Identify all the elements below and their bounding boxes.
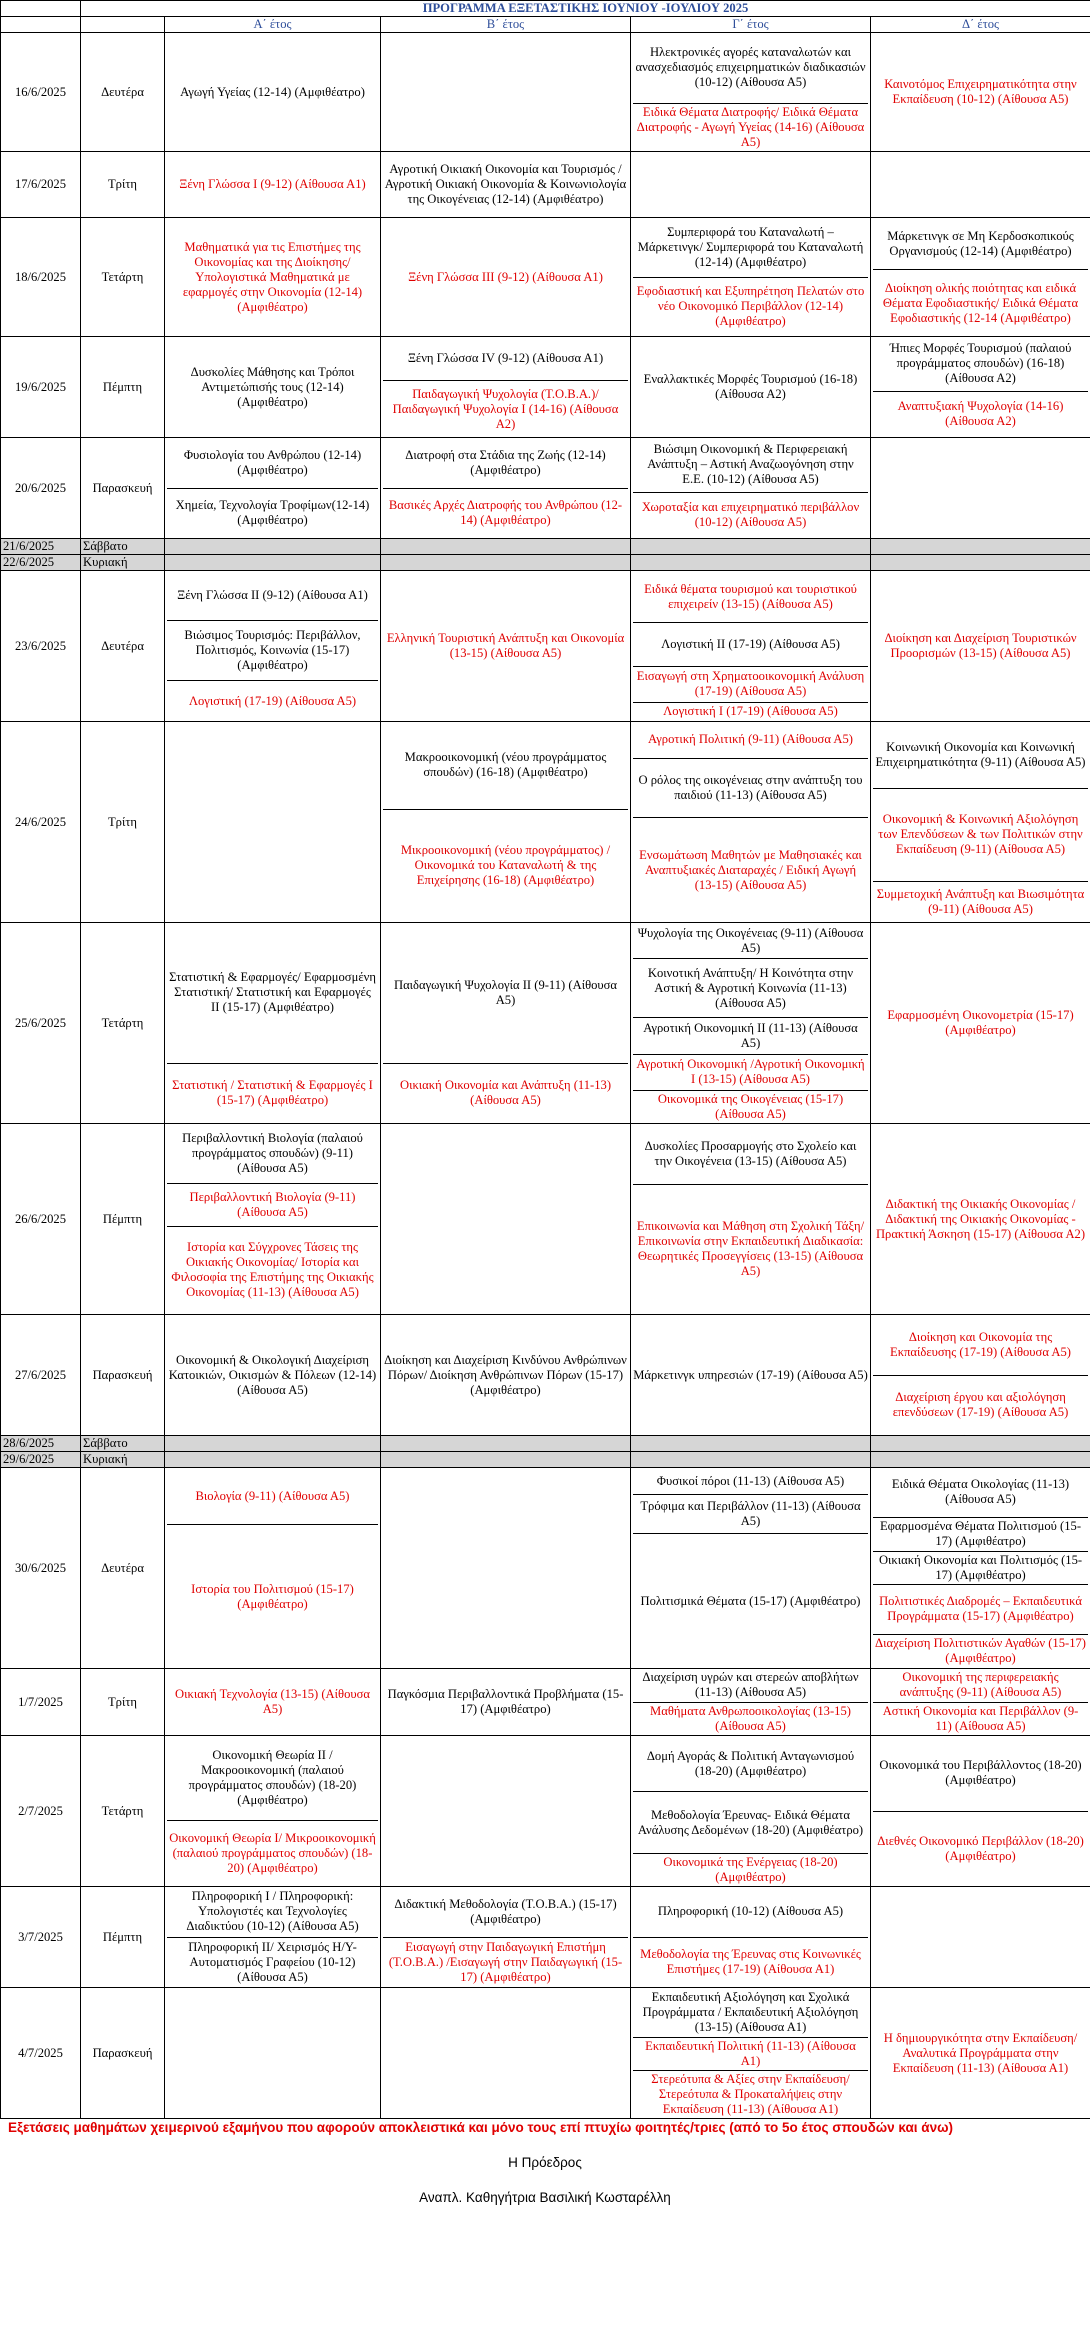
exam-course-entry: Μάρκετινγκ υπηρεσιών (17-19) (Αίθουσα Α5) [633,1367,868,1382]
year-b-cell [381,1988,631,2119]
year-c-cell [631,555,871,571]
signatory-name: Αναπλ. Καθηγήτρια Βασιλική Κωσταρέλλη [419,2190,671,2205]
exam-course-entry: Διαχείριση υγρών και στερεών αποβλήτων (11-13) (Αίθουσα Α5) [642,1670,859,1700]
exam-course-entry: Οικονομική Θεωρία Ι/ Μικροοικονομική (παλαιού προγράμματος σπουδών) (18-20) (Αμφιθέατρο) [167,1820,378,1886]
exam-course-entry: Δομή Αγοράς & Πολιτική Ανταγωνισμού (18-20) (Αμφιθέατρο) [646,1748,855,1778]
year-b-cell [381,152,631,218]
schedule-title: ΠΡΟΓΡΑΜΜΑ ΕΞΕΤΑΣΤΙΚΗΣ ΙΟΥΝΙΟΥ -ΙΟΥΛΙΟΥ 2025 [81,1,1090,17]
year-d-cell [871,1124,1090,1315]
year-b-cell [381,337,631,438]
exam-course-entry: Εφαρμοσμένη Οικονομετρία (15-17) (Αμφιθέατρο) [887,1008,1074,1037]
exam-course-entry: Βασικές Αρχές Διατροφής του Ανθρώπου (12-14) (Αμφιθέατρο) [383,488,628,539]
year-d-cell [871,1315,1090,1436]
exam-course-entry: Ξένη Γλώσσα ΙΙ (9-12) (Αίθουσα Α1) [177,588,368,603]
year-c-cell [631,1887,871,1988]
exam-course-entry: Κοινωνική Οικονομία και Κοινωνική Επιχειρηματικότητα (9-11) (Αίθουσα Α5) [875,740,1086,769]
year-a-cell [165,1452,381,1468]
day-row [1,1669,1090,1736]
exam-course-entry: Ελληνική Τουριστική Ανάπτυξη και Οικονομία (13-15) (Αίθουσα Α5) [386,631,625,660]
year-a-cell [165,1669,381,1736]
exam-course-entry: Ο ρόλος της οικογένειας στην ανάπτυξη του παιδιού (11-13) (Αίθουσα Α5) [633,758,868,817]
year-d-cell [871,923,1090,1124]
weekday: Σάββατο [81,539,165,555]
day-row [1,218,1090,337]
exam-course-entry: Λογιστική (17-19) (Αίθουσα Α5) [167,680,378,721]
title-row [1,1,1090,17]
day-row [1,1315,1090,1436]
exam-course-entry: Μεθοδολογία Έρευνας- Ειδικά Θέματα Ανάλυσης Δεδομένων (18-20) (Αμφιθέατρο) [633,1791,868,1853]
exam-course-entry: Αγροτική Οικιακή Οικονομία και Τουρισμός / Αγροτική Οικιακή Οικονομία & Κοινωνιολογία της Οικογένειας (12-14) (Αμφιθέατρο) [384,162,627,206]
year-c-cell [631,1436,871,1452]
weekday: Τετάρτη [81,923,165,1124]
exam-course-entry: Πολιτισμικά Θέματα (15-17) (Αμφιθέατρο) [633,1533,868,1668]
day-row [1,33,1090,152]
year-c-cell [631,539,871,555]
exam-course-entry: Ξένη Γλώσσα ΙV (9-12) (Αίθουσα Α1) [407,351,604,366]
exam-course-entry: Μαθηματικά για τις Επιστήμες της Οικονομίας και της Διοίκησης/ Υπολογιστικά Μαθηματικά με εφαρμογές στην Οικονομία (12-14) (Αμφιθέατρο) [182,239,363,314]
weekday: Τρίτη [81,152,165,218]
exam-course-entry: Ειδικά Θέματα Διατροφής/ Ειδικά Θέματα Διατροφής - Αγωγή Υγείας (14-16) (Αίθουσα Α5) [633,103,868,151]
day-row [1,1468,1090,1669]
year-b-cell [381,1124,631,1315]
exam-course-entry: Μάρκετινγκ σε Μη Κερδοσκοπικούς Οργανισμούς (12-14) (Αμφιθέατρο) [887,228,1074,258]
year-b-cell [381,1436,631,1452]
year-c-cell [631,1988,871,2119]
year-a-cell [165,1315,381,1436]
year-a-cell [165,1124,381,1315]
exam-course-entry: Χωροταξία και επιχειρηματικό περιβάλλον (10-12) (Αίθουσα Α5) [633,492,868,538]
year-c-cell [631,337,871,438]
exam-course-entry: Δυσκολίες Προσαρμογής στο Σχολείο και την Οικογένεια (13-15) (Αίθουσα Α5) [644,1138,857,1168]
exam-date: 24/6/2025 [1,722,81,923]
year-d-cell [871,1669,1090,1736]
exam-course-entry: Εισαγωγή στη Χρηματοοικονομική Ανάλυση (17-19) (Αίθουσα Α5) [633,666,868,702]
year-d-cell [871,1988,1090,2119]
year-d-cell [871,539,1090,555]
day-row [1,152,1090,218]
weekday: Τετάρτη [81,218,165,337]
exam-course-entry: Εισαγωγή στην Παιδαγωγική Επιστήμη (Τ.Ο.Β.Α.) /Εισαγωγή στην Παιδαγωγική (15-17) (Αμφιθέατρο) [383,1937,628,1988]
exam-course-entry: Μακροοικονομική (νέου προγράμματος σπουδών) (16-18) (Αμφιθέατρο) [404,750,607,780]
year-a-cell [165,1436,381,1452]
exam-course-entry: Αγωγή Υγείας (12-14) (Αμφιθέατρο) [180,84,365,99]
exam-date: 21/6/2025 [1,539,81,555]
exam-course-entry: Λογιστική Ι (17-19) (Αίθουσα Α5) [633,702,868,721]
year-a-cell [165,438,381,539]
exam-course-entry: Ιστορία του Πολιτισμού (15-17) (Αμφιθέατρο) [167,1524,378,1668]
year-a-cell [165,555,381,571]
exam-course-entry: Παιδαγωγική Ψυχολογία (Τ.Ο.Β.Α.)/ Παιδαγωγική Ψυχολογία Ι (14-16) (Αίθουσα Α2) [383,380,628,437]
exam-course-entry: Επικοινωνία και Μάθηση στη Σχολική Τάξη/ Επικοινωνία στην Εκπαιδευτική Διαδικασία: Θεωρητικές Προσεγγίσεις (13-15) (Αίθουσα Α5) [633,1184,868,1314]
exam-course-entry: Εκπαιδευτική Αξιολόγηση και Σχολικά Προγράμματα / Εκπαιδευτική Αξιολόγηση (13-15) (Αίθουσα Α1) [642,1990,859,2034]
exam-course-entry: Διατροφή στα Στάδια της Ζωής (12-14) (Αμφιθέατρο) [405,447,606,477]
year-b-cell [381,923,631,1124]
weekday: Σάββατο [81,1436,165,1452]
exam-course-entry: Αγροτική Πολιτική (9-11) (Αίθουσα Α5) [648,732,853,747]
notice-text: Εξετάσεις μαθημάτων χειμερινού εξαμήνου που αφορούν αποκλειστικά και μόνο τους επί πτυχίω φοιτητές/τριες (από το 5ο έτος σπουδών και άνω) [8,2120,954,2135]
footer [0,2120,1090,2205]
col-header-year-b: Β΄ έτος [381,17,631,33]
year-b-cell [381,571,631,722]
exam-course-entry: Διεθνές Οικονομικό Περιβάλλον (18-20) (Αμφιθέατρο) [873,1811,1088,1887]
weekday: Πέμπτη [81,337,165,438]
exam-course-entry: Περιβαλλοντική Βιολογία (9-11) (Αίθουσα Α5) [167,1183,378,1226]
weekday: Δευτέρα [81,1468,165,1669]
year-c-cell [631,218,871,337]
exam-course-entry: Διοίκηση και Διαχείριση Κινδύνου Ανθρώπινων Πόρων/ Διοίκηση Ανθρώπινων Πόρων (15-17) (Αμφιθέατρο) [384,1352,627,1397]
exam-course-entry: Στατιστική / Στατιστική & Εφαρμογές Ι (15-17) (Αμφιθέατρο) [167,1063,378,1123]
year-c-cell [631,1468,871,1669]
exam-date: 2/7/2025 [1,1736,81,1887]
year-c-cell [631,1669,871,1736]
exam-date: 16/6/2025 [1,33,81,152]
exam-date: 23/6/2025 [1,571,81,722]
exam-course-entry: Οικιακή Οικονομία και Πολιτισμός (15-17) (Αμφιθέατρο) [873,1551,1088,1584]
exam-course-entry: Πληροφορική ΙΙ/ Χειρισμός Η/Υ- Αυτοματισμός Γραφείου (10-12) (Αίθουσα Α5) [167,1937,378,1988]
exam-course-entry: Ψυχολογία της Οικογένειας (9-11) (Αίθουσα Α5) [637,925,864,955]
year-b-cell [381,1315,631,1436]
exam-course-entry: Μεθοδολογία της Έρευνας στις Κοινωνικές Επιστήμες (17-19) (Αίθουσα Α1) [633,1937,868,1988]
exam-course-entry: Οικονομική & Κοινωνική Αξιολόγηση των Επενδύσεων & των Πολιτικών στην Εκπαίδευση (9-11) (Αίθουσα Α5) [873,788,1088,881]
exam-course-entry: Εναλλακτικές Μορφές Τουρισμού (16-18) (Αίθουσα Α2) [643,372,858,401]
exam-course-entry: Εφοδιαστική και Εξυπηρέτηση Πελατών στο νέο Οικονομικό Περιβάλλον (12-14) (Αμφιθέατρο) [633,277,868,337]
exam-course-entry: Ειδικά Θέματα Οικολογίας (11-13) (Αίθουσα Α5) [891,1477,1070,1507]
year-d-cell [871,555,1090,571]
weekday: Κυριακή [81,555,165,571]
exam-course-entry: Οικονομικά της Οικογένειας (15-17) (Αίθουσα Α5) [633,1090,868,1123]
year-a-cell [165,218,381,337]
exam-course-entry: Αστική Οικονομία και Περιβάλλον (9-11) (Αίθουσα Α5) [873,1702,1088,1736]
col-header-year-a: Α΄ έτος [165,17,381,33]
year-d-cell [871,438,1090,539]
exam-course-entry: Πολιτιστικές Διαδρομές – Εκπαιδευτικά Προγράμματα (15-17) (Αμφιθέατρο) [873,1584,1088,1634]
exam-course-entry: Αγροτική Οικονομική /Αγροτική Οικονομική Ι (13-15) (Αίθουσα Α5) [633,1054,868,1090]
year-b-cell [381,1452,631,1468]
year-a-cell [165,152,381,218]
exam-date: 29/6/2025 [1,1452,81,1468]
exam-course-entry: Στερεότυπα & Αξίες στην Εκπαίδευση/ Στερεότυπα & Προκαταλήψεις στην Εκπαίδευση (11-13) (Αίθουσα Α1) [633,2070,868,2118]
exam-date: 28/6/2025 [1,1436,81,1452]
year-c-cell [631,923,871,1124]
year-d-cell [871,571,1090,722]
exam-course-entry: Διδακτική της Οικιακής Οικονομίας / Διδακτική της Οικιακής Οικονομίας - Πρακτική Άσκηση (15-17) (Αίθουσα Α2) [875,1196,1086,1241]
exam-course-entry: Παιδαγωγική Ψυχολογία ΙΙ (9-11) (Αίθουσα Α5) [393,977,618,1007]
year-a-cell [165,1988,381,2119]
year-a-cell [165,923,381,1124]
day-row [1,438,1090,539]
exam-course-entry: Ήπιες Μορφές Τουρισμού (παλαιού προγράμματος σπουδών) (16-18) (Αίθουσα Α2) [889,341,1072,386]
exam-course-entry: Ξένη Γλώσσα ΙΙΙ (9-12) (Αίθουσα Α1) [408,269,603,284]
year-c-cell [631,33,871,152]
year-a-cell [165,722,381,923]
year-b-cell [381,33,631,152]
year-a-cell [165,1736,381,1887]
exam-course-entry: Διαχείριση έργου και αξιολόγηση επενδύσεων (17-19) (Αίθουσα Α5) [873,1375,1088,1436]
exam-course-entry: Οικονομική & Οικολογική Διαχείριση Κατοικιών, Οικισμών & Πόλεων (12-14) (Αίθουσα Α5) [168,1352,377,1397]
exam-course-entry: Λογιστική ΙΙ (17-19) (Αίθουσα Α5) [633,622,868,666]
weekend-row [1,1452,1090,1468]
exam-course-entry: Οικονομική της περιφερειακής ανάπτυξης (9-11) (Αίθουσα Α5) [899,1670,1062,1700]
exam-course-entry: Διαχείριση Πολιτιστικών Αγαθών (15-17) (Αμφιθέατρο) [873,1634,1088,1668]
exam-date: 1/7/2025 [1,1669,81,1736]
year-a-cell [165,1468,381,1669]
exam-date: 22/6/2025 [1,555,81,571]
exam-date: 27/6/2025 [1,1315,81,1436]
exam-course-entry: Αγροτική Οικονομική ΙΙ (11-13) (Αίθουσα Α5) [633,1017,868,1053]
exam-course-entry: Αναπτυξιακή Ψυχολογία (14-16) (Αίθουσα Α2) [873,391,1088,437]
exam-date: 4/7/2025 [1,1988,81,2119]
exam-course-entry: Διδακτική Μεθοδολογία (Τ.Ο.Β.Α.) (15-17) (Αμφιθέατρο) [394,1896,617,1926]
day-row [1,571,1090,722]
president-label: Η Πρόεδρος [508,2155,582,2170]
year-c-cell [631,1315,871,1436]
exam-course-entry: Ξένη Γλώσσα Ι (9-12) (Αίθουσα Α1) [179,177,366,191]
weekday: Παρασκευή [81,1988,165,2119]
exam-course-entry: Ιστορία και Σύγχρονες Τάσεις της Οικιακής Οικονομίας/ Ιστορία και Φιλοσοφία της Επιστήμης της Οικιακής Οικονομίας (11-13) (Αίθουσα Α5) [167,1226,378,1314]
weekday: Τετάρτη [81,1736,165,1887]
year-d-cell [871,722,1090,923]
exam-date: 26/6/2025 [1,1124,81,1315]
exam-course-entry: Βιολογία (9-11) (Αίθουσα Α5) [195,1488,350,1503]
exam-course-entry: Κοινοτική Ανάπτυξη/ Η Κοινότητα στην Αστική & Αγροτική Κοινωνία (11-13) (Αίθουσα Α5) [633,958,868,1017]
exam-course-entry: Οικονομικά της Ενέργειας (18-20) (Αμφιθέατρο) [633,1853,868,1886]
weekend-row [1,555,1090,571]
exam-course-entry: Ειδικά θέματα τουρισμού και τουριστικού επιχειρείν (13-15) (Αίθουσα Α5) [644,581,857,611]
exam-course-entry: Στατιστική & Εφαρμογές/ Εφαρμοσμένη Στατιστική/ Στατιστική και Εφαρμογές ΙΙ (15-17) (Αμφιθέατρο) [169,970,376,1015]
day-row [1,722,1090,923]
exam-course-entry: Μαθήματα Ανθρωποοικολογίας (13-15) (Αίθουσα Α5) [633,1702,868,1736]
exam-course-entry: Χημεία, Τεχνολογία Τροφίμων(12-14) (Αμφιθέατρο) [167,488,378,539]
exam-date: 20/6/2025 [1,438,81,539]
year-a-cell [165,571,381,722]
year-d-cell [871,337,1090,438]
day-row [1,1887,1090,1988]
year-b-cell [381,1468,631,1669]
year-c-cell [631,722,871,923]
exam-course-entry: Συμπεριφορά του Καταναλωτή – Μάρκετινγκ/ Συμπεριφορά του Καταναλωτή (12-14) (Αμφιθέατρο) [637,224,864,269]
weekday: Δευτέρα [81,33,165,152]
exam-date: 18/6/2025 [1,218,81,337]
exam-course-entry: Φυσιολογία του Ανθρώπου (12-14) (Αμφιθέατρο) [183,447,362,477]
weekday: Πέμπτη [81,1887,165,1988]
exam-course-entry: Οικιακή Οικονομία και Ανάπτυξη (11-13) (Αίθουσα Α5) [383,1063,628,1123]
year-c-cell [631,1124,871,1315]
year-a-cell [165,1887,381,1988]
day-row [1,337,1090,438]
exam-course-entry: Βιώσιμη Οικονομική & Περιφερειακή Ανάπτυξη – Αστική Αναζωογόνηση στην Ε.Ε. (10-12) (Αίθουσα Α5) [647,442,854,487]
column-header-row [1,17,1090,33]
year-c-cell [631,438,871,539]
exam-date: 19/6/2025 [1,337,81,438]
exam-course-entry: Περιβαλλοντική Βιολογία (παλαιού προγράμματος σπουδών) (9-11) (Αίθουσα Α5) [182,1130,363,1175]
exam-course-entry: Οικιακή Τεχνολογία (13-15) (Αίθουσα Α5) [174,1687,370,1716]
exam-course-entry: Καινοτόμος Επιχειρηματικότητα στην Εκπαίδευση (10-12) (Αίθουσα Α5) [884,77,1077,106]
weekend-row [1,1436,1090,1452]
year-b-cell [381,722,631,923]
weekday: Δευτέρα [81,571,165,722]
exam-course-entry: Τρόφιμα και Περιβάλλον (11-13) (Αίθουσα Α5) [633,1494,868,1533]
year-c-cell [631,1452,871,1468]
weekday: Κυριακή [81,1452,165,1468]
year-a-cell [165,33,381,152]
day-row [1,1736,1090,1887]
exam-course-entry: Διοίκηση και Οικονομία της Εκπαίδευσης (17-19) (Αίθουσα Α5) [890,1329,1071,1359]
exam-course-entry: Ενσωμάτωση Μαθητών με Μαθησιακές και Αναπτυξιακές Διαταραχές / Ειδική Αγωγή (13-15) (Αίθουσα Α5) [633,817,868,922]
day-row [1,1124,1090,1315]
exam-course-entry: Βιώσιμος Τουρισμός: Περιβάλλον, Πολιτισμός, Κοινωνία (15-17) (Αμφιθέατρο) [167,620,378,680]
year-b-cell [381,539,631,555]
exam-course-entry: Εκπαιδευτική Πολιτική (11-13) (Αίθουσα Α1) [633,2037,868,2070]
year-a-cell [165,337,381,438]
exam-course-entry: Οικονομικά του Περιβάλλοντος (18-20) (Αμφιθέατρο) [879,1758,1082,1788]
weekend-row [1,539,1090,555]
exam-course-entry: Η δημιουργικότητα στην Εκπαίδευση/ Αναλυτικά Προγράμματα στην Εκπαίδευση (11-13) (Αίθουσα Α1) [883,2030,1078,2075]
year-b-cell [381,438,631,539]
exam-date: 25/6/2025 [1,923,81,1124]
year-d-cell [871,1468,1090,1669]
year-b-cell [381,218,631,337]
weekday: Τρίτη [81,722,165,923]
weekday: Παρασκευή [81,438,165,539]
exam-course-entry: Διοίκηση ολικής ποιότητας και ειδικά Θέματα Εφοδιαστικής/ Ειδικά Θέματα Εφοδιαστικής (12-14 (Αμφιθέατρο) [873,269,1088,336]
exam-course-entry: Συμμετοχική Ανάπτυξη και Βιωσιμότητα (9-11) (Αίθουσα Α5) [873,881,1088,922]
year-b-cell [381,1887,631,1988]
exam-date: 3/7/2025 [1,1887,81,1988]
year-b-cell [381,555,631,571]
year-b-cell [381,1669,631,1736]
exam-course-entry: Πληροφορική (10-12) (Αίθουσα Α5) [657,1904,844,1919]
exam-course-entry: Δυσκολίες Μάθησης και Τρόποι Αντιμετώπισής τους (12-14) (Αμφιθέατρο) [190,364,355,409]
weekday: Τρίτη [81,1669,165,1736]
year-d-cell [871,1436,1090,1452]
exam-course-entry: Εφαρμοσμένα Θέματα Πολιτισμού (15-17) (Αμφιθέατρο) [873,1517,1088,1551]
exam-course-entry: Πληροφορική Ι / Πληροφορική: Υπολογιστές και Τεχνολογίες Διαδικτύου (10-12) (Αίθουσα Α5) [186,1889,359,1934]
exam-course-entry: Μικροοικονομική (νέου προγράμματος) / Οικονομικά του Καταναλωτή & της Επιχείρησης (16-18) (Αμφιθέατρο) [383,809,628,922]
day-row [1,923,1090,1124]
exam-course-entry: Οικονομική Θεωρία ΙΙ /Μακροοικονομική (παλαιού προγράμματος σπουδών) (18-20) (Αμφιθέατρο) [188,1747,357,1807]
weekday: Πέμπτη [81,1124,165,1315]
exam-course-entry: Διοίκηση και Διαχείριση Τουριστικών Προορισμών (13-15) (Αίθουσα Α5) [884,631,1077,660]
exam-course-entry: Φυσικοί πόροι (11-13) (Αίθουσα Α5) [656,1473,845,1488]
exam-course-entry: Ηλεκτρονικές αγορές καταναλωτών και ανασχεδιασμός επιχειρηματικών διαδικασιών (10-12) (Αίθουσα Α5) [635,45,866,90]
year-d-cell [871,33,1090,152]
year-d-cell [871,218,1090,337]
exam-date: 30/6/2025 [1,1468,81,1669]
exam-date: 17/6/2025 [1,152,81,218]
year-c-cell [631,1736,871,1887]
year-d-cell [871,152,1090,218]
year-d-cell [871,1452,1090,1468]
col-header-year-d: Δ΄ έτος [871,17,1090,33]
exam-course-entry: Παγκόσμια Περιβαλλοντικά Προβλήματα (15-17) (Αμφιθέατρο) [387,1687,624,1716]
day-row [1,1988,1090,2119]
col-header-year-c: Γ΄ έτος [631,17,871,33]
weekday: Παρασκευή [81,1315,165,1436]
year-d-cell [871,1887,1090,1988]
year-c-cell [631,571,871,722]
year-b-cell [381,1736,631,1887]
year-a-cell [165,539,381,555]
year-d-cell [871,1736,1090,1887]
year-c-cell [631,152,871,218]
